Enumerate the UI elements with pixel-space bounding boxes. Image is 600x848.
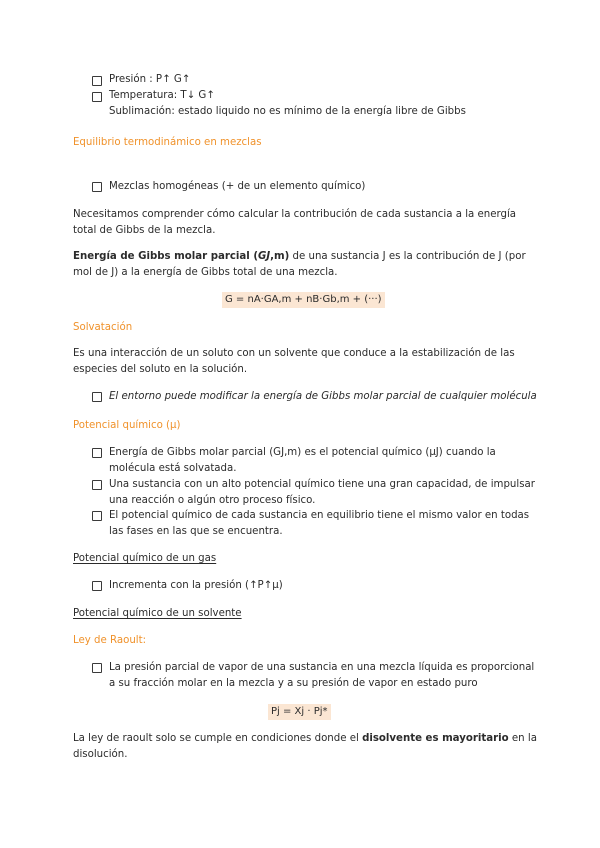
checkbox[interactable] (92, 76, 102, 86)
bold-term: disolvente es mayoritario (362, 733, 509, 744)
list-item: Presión : P↑ G↑ (109, 74, 191, 85)
paragraph-line: Necesitamos comprender cómo calcular la contribución de cada sustancia a la energía (73, 209, 517, 220)
section-heading-solvatacion: Solvatación (73, 322, 133, 333)
paragraph-line: mol de J) a la energía de Gibbs total de una mezcla. (73, 267, 338, 278)
gibbs-definition-line (73, 249, 526, 265)
definition-text: de una sustancia J es la contribución de J (por (289, 251, 526, 262)
list-item: Una sustancia con un alto potencial químico tiene una gran capacidad, de impulsar (109, 479, 535, 490)
list-item-continuation: molécula está solvatada. (109, 463, 237, 474)
text: La ley de raoult solo se cumple en condiciones donde el (73, 733, 363, 744)
list-item-continuation: a su fracción molar en la mezcla y a su presión de vapor en estado puro (109, 678, 478, 689)
list-item: El potencial químico de cada sustancia en equilibrio tiene el mismo valor en todas (109, 510, 530, 521)
sublimation-note: Sublimación: estado liquido no es mínimo de la energía libre de Gibbs (109, 106, 466, 117)
section-heading-equilibrio: Equilibrio termodinámico en mezclas (73, 137, 262, 148)
equation-raoult: Pj = Xj · Pj* (268, 704, 331, 720)
list-item: Mezclas homogéneas (+ de un elemento químico) (109, 181, 366, 192)
subheading-gas: Potencial químico de un gas (73, 553, 217, 564)
checkbox[interactable] (92, 663, 102, 673)
checkbox[interactable] (92, 480, 102, 490)
checkbox[interactable] (92, 92, 102, 102)
section-heading-raoult: Ley de Raoult: (73, 635, 147, 646)
conclusion-line (73, 731, 537, 747)
equation-gibbs: G = nA·GA,m + nB·Gb,m + (···) (222, 292, 385, 308)
checkbox[interactable] (92, 448, 102, 458)
list-item: Energía de Gibbs molar parcial (GJ,m) es el potencial químico (µJ) cuando la (109, 447, 496, 458)
italic-text: El entorno puede modificar la energía de Gibbs molar parcial de cualquier molécula (109, 391, 537, 402)
subheading-solvente: Potencial químico de un solvente (73, 608, 242, 619)
list-item: La presión parcial de vapor de una sustancia en una mezcla líquida es proporcional (109, 662, 535, 673)
checkbox[interactable] (92, 511, 102, 521)
section-heading-potencial: Potencial químico (µ) (73, 420, 181, 431)
checkbox[interactable] (92, 182, 102, 192)
paragraph-line: Es una interacción de un soluto con un solvente que conduce a la estabilización de las (73, 348, 515, 359)
list-item-continuation: las fases en las que se encuentra. (109, 526, 283, 537)
bold-term: Energía de Gibbs molar parcial ( (73, 251, 258, 262)
text: en la (508, 733, 537, 744)
bold-italic-term: GJ (258, 251, 271, 262)
list-item (109, 389, 537, 405)
list-item: Temperatura: T↓ G↑ (109, 90, 215, 101)
list-item-continuation: una reacción o algún otro proceso físico. (109, 495, 316, 506)
paragraph-line: disolución. (73, 749, 128, 760)
paragraph-line: especies del soluto en la solución. (73, 364, 248, 375)
paragraph-line: total de Gibbs de la mezcla. (73, 225, 216, 236)
checkbox[interactable] (92, 581, 102, 591)
checkbox[interactable] (92, 392, 102, 402)
bold-term-end: ,m) (270, 251, 290, 262)
list-item: Incrementa con la presión (↑P↑µ) (109, 580, 283, 591)
